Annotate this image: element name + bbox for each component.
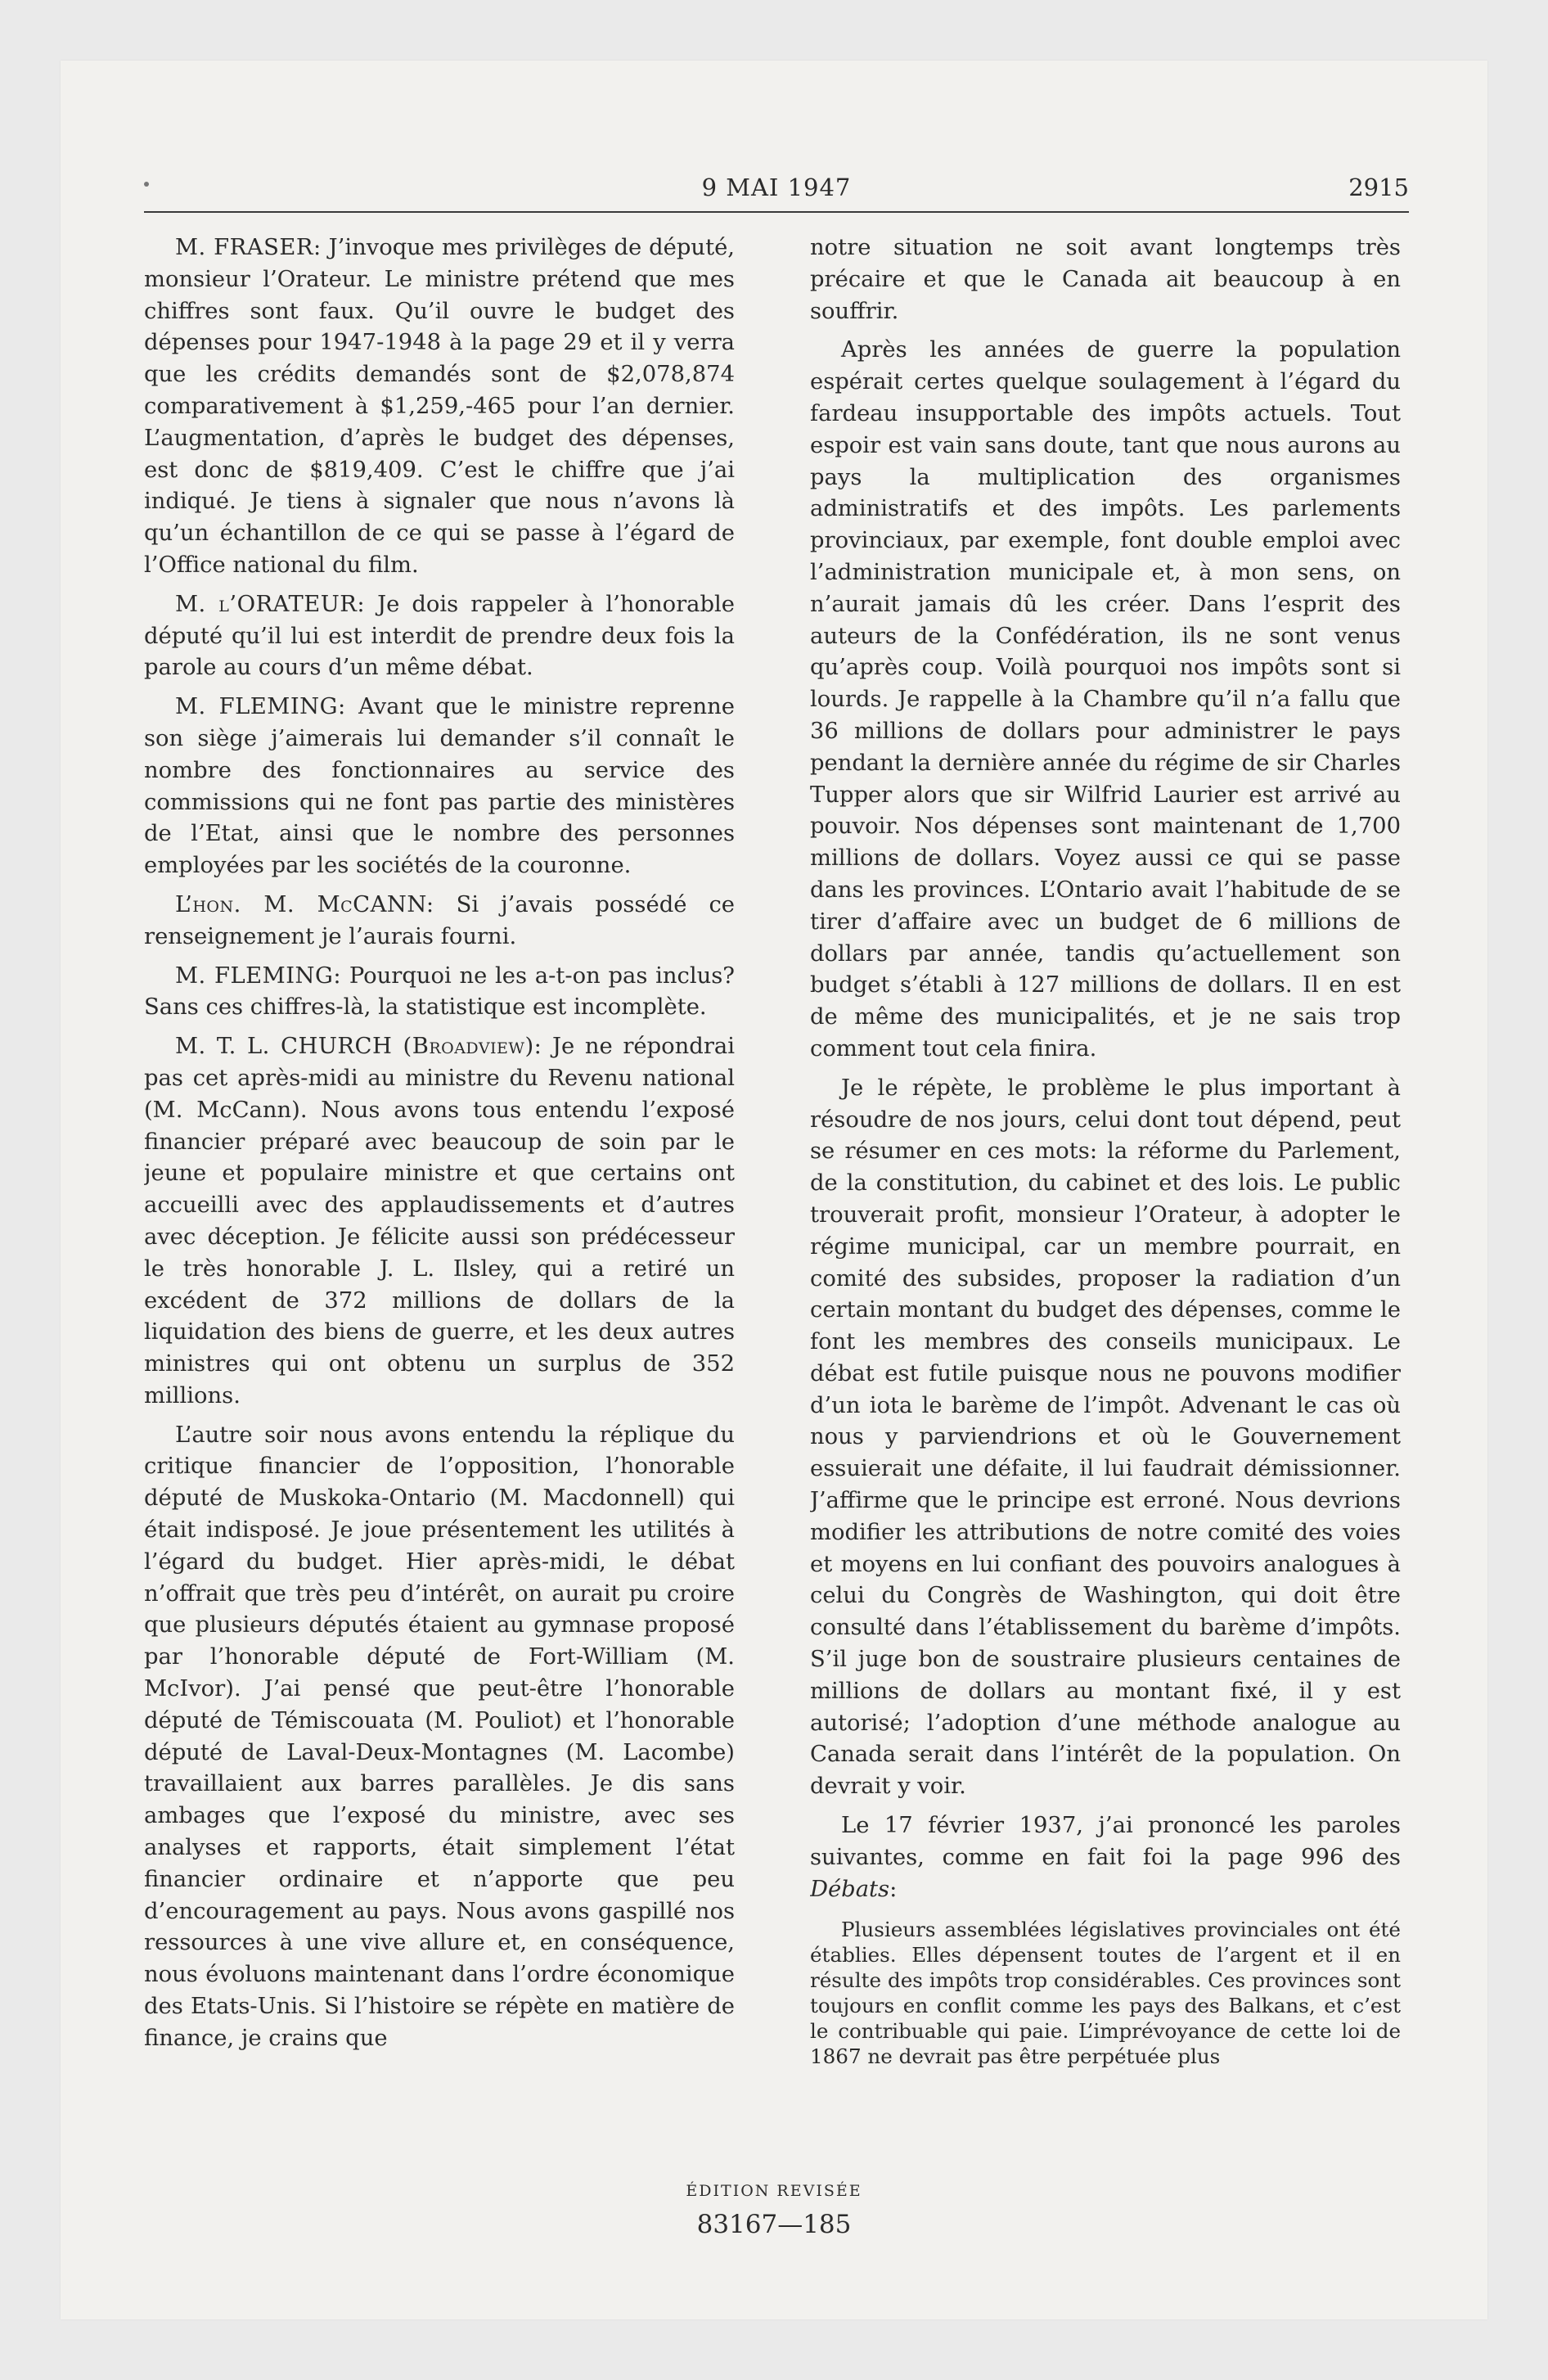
left-column xyxy=(144,232,735,2172)
edition-label: ÉDITION REVISÉE xyxy=(686,2182,862,2200)
paragraph xyxy=(144,961,735,1025)
block-quote: Plusieurs assemblées législatives provinciales ont été établies. Elles dépensent toutes de l’argent et il en résulte des impôts trop considérables. Ces provinces sont toujours en conflit comme les pays des Balkans, et c’est le contribuable qui paie. L’imprévoyance de cette loi de 1867 ne devrait pas être perpétuée plus xyxy=(810,1918,1401,2069)
paragraph: Après les années de guerre la population espérait certes quelque soulagement à l’égard du fardeau insupportable des impôts actuels. Tout espoir est vain sans doute, tant que nous aurons au pays la multiplication des organismes administratifs et des impôts. Les parlements provinciaux, par exemple, font double emploi avec l’administration municipale et, à mon sens, on n’aurait jamais dû les créer. Dans l’esprit des auteurs de la Confédération, ils ne sont venus qu’après coup. Voilà pourquoi nos impôts sont si lourds. Je rappelle à la Chambre qu’il n’a fallu que 36 millions de dollars pour administrer le pays pendant la dernière année du régime de sir Charles Tupper alors que sir Wilfrid Laurier est arrivé au pouvoir. Nos dépenses sont maintenant de 1,700 millions de dollars. Voyez aussi ce qui se passe dans les provinces. L’Ontario avait l’habitude de se tirer d’affaire avec un budget de 6 millions de dollars par année, tandis qu’actuellement son budget s’établi à 127 millions de dollars. Il en est de même des municipalités, et je ne sais trop comment tout cela finira. xyxy=(810,337,1401,1062)
speech-text: Si j’avais possédé ce renseignement je l’aurais fourni. xyxy=(144,891,735,949)
page-header xyxy=(144,170,1409,211)
citation-colon: : xyxy=(889,1876,898,1902)
speaker: M. l’ORATEUR: xyxy=(175,591,366,617)
speaker: M. FLEMING: xyxy=(175,962,342,989)
citation-intro: Le 17 février 1937, j’ai prononcé les paroles suivantes, comme en fait foi la page 996 des xyxy=(810,1813,1401,1870)
speech-text: J’invoque mes privilèges de député, monsieur l’Orateur. Le ministre prétend que mes chiffres sont faux. Qu’il ouvre le budget des dépenses pour 1947-1948 à la page 29 et il y verra que les crédits demandés sont de $2,078,874 comparativement à $1,259,-465 pour l’an dernier. L’augmentation, d’après le budget des dépenses, est donc de $819,409. C’est le chiffre que j’ai indiqué. Je tiens à signaler que nous n’avons là qu’un échantillon de ce qui se passe à l’égard de l’Office national du film. xyxy=(144,235,735,578)
page-number: 2915 xyxy=(1348,174,1409,201)
speaker: M. FLEMING: xyxy=(175,694,346,720)
speech-text: Je ne répondrai pas cet après-midi au ministre du Revenu national (M. McCann). Nous avons tous entendu l’exposé financier préparé avec beaucoup de soin par le jeune et populaire ministre et que certains ont accueilli avec des applaudissements et d’autres avec déception. Je félicite aussi son prédécesseur le très honorable J. L. Ilsley, qui a retiré un excédent de 372 millions de dollars de la liquidation des biens de guerre, et les deux autres ministres qui ont obtenu un surplus de 352 millions. xyxy=(144,1034,735,1409)
speaker: M. FRASER: xyxy=(175,235,322,260)
header-rule xyxy=(144,211,1409,213)
speech-text: Pourquoi ne les a-t-on pas inclus? Sans ces chiffres-là, la statistique est incomplète. xyxy=(144,962,735,1021)
page-date: 9 MAI 1947 xyxy=(701,174,852,201)
citation-intro-paragraph xyxy=(810,1810,1401,1905)
paragraph xyxy=(144,890,735,953)
print-code: 83167—185 xyxy=(696,2210,852,2239)
right-column xyxy=(810,232,1401,2172)
speaker: M. T. L. CHURCH (Broadview): xyxy=(175,1034,542,1060)
speech-text: Je dois rappeler à l’honorable député qu’il lui est interdit de prendre deux fois la parole au cours d’un même débat. xyxy=(144,591,735,681)
paragraph xyxy=(144,232,735,582)
paragraph-continuation: notre situation ne soit avant longtemps très précaire et que le Canada ait beaucoup à en souffrir. xyxy=(810,235,1401,324)
citation-source: Débats xyxy=(810,1876,890,1902)
speech-text: Avant que le ministre reprenne son siège j’aimerais lui demander s’il connaît le nombre des fonctionnaires au service des commissions qui ne font pas partie des ministères de l’Etat, ainsi que le nombre des personnes employées par les sociétés de la couronne. xyxy=(144,694,735,879)
paragraph xyxy=(144,692,735,882)
paragraph xyxy=(144,1420,735,2055)
paragraph: Je le répète, le problème le plus important à résoudre de nos jours, celui dont tout dépend, peut se résumer en ces mots: la réforme du Parlement, de la constitution, du cabinet et des lois. Le public trouverait profit, monsieur l’Orateur, à adopter le régime municipal, car un membre pourrait, en comité des subsides, proposer la radiation d’un certain montant du budget des dépenses, comme le font les membres des conseils municipaux. Le débat est futile puisque nous ne pouvons modifier d’un iota le barème de l’impôt. Advenant le cas où nous y parviendrions et où le Gouvernement essuierait une défaite, il lui faudrait démissionner. J’affirme que le principe est erroné. Nous devrions modifier les attributions de notre comité des voies et moyens en lui confiant des pouvoirs analogues à celui du Congrès de Washington, qui doit être consulté dans l’établissement du barème d’impôts. S’il juge bon de soustraire plusieurs centaines de millions de dollars au montant fixé, il y est autorisé; l’adoption d’une méthode analogue au Canada serait dans l’intérêt de la population. On devrait y voir. xyxy=(810,1075,1401,1800)
paragraph xyxy=(144,1031,735,1413)
speaker: L’hon. M. McCANN: xyxy=(175,891,434,917)
speech-text: L’autre soir nous avons entendu la réplique du critique financier de l’opposition, l’honorable député de Muskoka-Ontario (M. Macdonnell) qui était indisposé. Je joue présentement les utilités à l’égard du budget. Hier après-midi, le débat n’offrait que très peu d’intérêt, on aurait pu croire que plusieurs députés étaient au gymnase proposé par l’honorable député de Fort-William (M. McIvor). J’ai pensé que peut-être l’honorable député de Témiscouata (M. Pouliot) et l’honorable député de Laval-Deux-Montagnes (M. Lacombe) travaillaient aux barres parallèles. Je dis sans ambages que l’exposé du ministre, avec ses analyses et rapports, était simplement l’état financier ordinaire et n’apporte que peu d’encouragement au pays. Nous avons gaspillé nos ressources à une vive allure et, en conséquence, nous évoluons maintenant dans l’ordre économique des Etats-Unis. Si l’histoire se répète en matière de finance, je crains que xyxy=(144,1422,735,2051)
paragraph xyxy=(144,589,735,684)
